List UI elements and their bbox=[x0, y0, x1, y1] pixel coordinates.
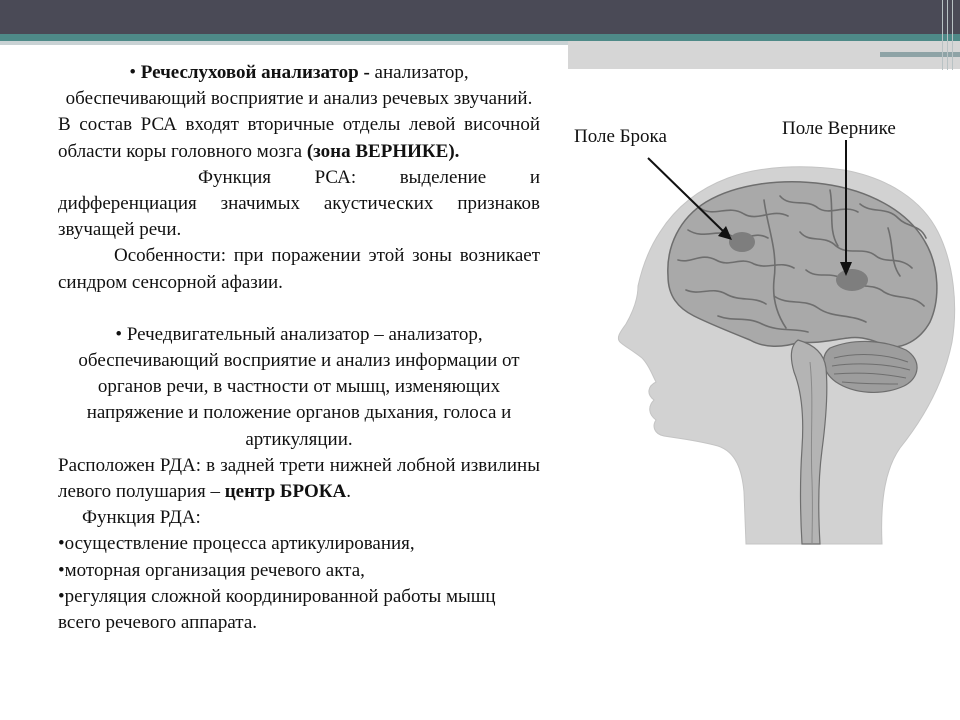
broca-area bbox=[729, 232, 755, 252]
paragraph-rsa-def bbox=[58, 60, 540, 112]
list-item: •осуществление процесса артикулирования, bbox=[58, 533, 415, 555]
wernicke-zone: (зона ВЕРНИКЕ). bbox=[306, 140, 460, 162]
paragraph-rda-function: Функция РДА: bbox=[82, 507, 201, 529]
paragraph-rda-def: • Речедвигательный анализатор – анализатор, обеспечивающий восприятие и анализ информации от органов речи, в частности от мышц, изменяющих напряжение и положение органов дыхания, голоса и артикуляции. bbox=[78, 323, 520, 450]
paragraph-rsa-function: Функция РСА: выделение и дифференциация значимых акустических признаков звучащей речи. bbox=[58, 166, 540, 241]
paragraph-rsa-features: Особенности: при поражении этой зоны возникает синдром сенсорной афазии. bbox=[58, 245, 540, 293]
header-bar bbox=[0, 0, 960, 34]
slide-text bbox=[58, 60, 540, 636]
wernicke-area bbox=[836, 269, 868, 291]
rsa-definition: анализатор, обеспечивающий восприятие и анализ речевых звучаний. bbox=[65, 62, 533, 110]
rsa-title: Речеслуховой анализатор - bbox=[140, 62, 370, 83]
label-wernicke: Поле Вернике bbox=[782, 118, 896, 139]
head-brain-illustration bbox=[568, 100, 960, 560]
paragraph-rda-location: Расположен РДА: в задней трети нижней лобной извилины левого полушария – центр БРОКА. bbox=[58, 454, 540, 503]
header-accent-line bbox=[0, 34, 960, 41]
corner-lines bbox=[938, 0, 960, 70]
list-item: •регуляция сложной координированной работы мышц всего речевого аппарата. bbox=[58, 585, 496, 634]
bullet: • bbox=[115, 323, 123, 345]
brain-figure bbox=[568, 100, 960, 560]
bullet: • bbox=[129, 62, 137, 83]
broca-center: центр БРОКА bbox=[224, 481, 347, 503]
list-item: •моторная организация речевого акта, bbox=[58, 559, 365, 581]
label-broca: Поле Брока bbox=[574, 126, 667, 147]
paragraph-rsa-composition: В состав РСА входят вторичные отделы левой височной области коры головного мозга (зона ВЕРНИКЕ). bbox=[58, 114, 540, 162]
